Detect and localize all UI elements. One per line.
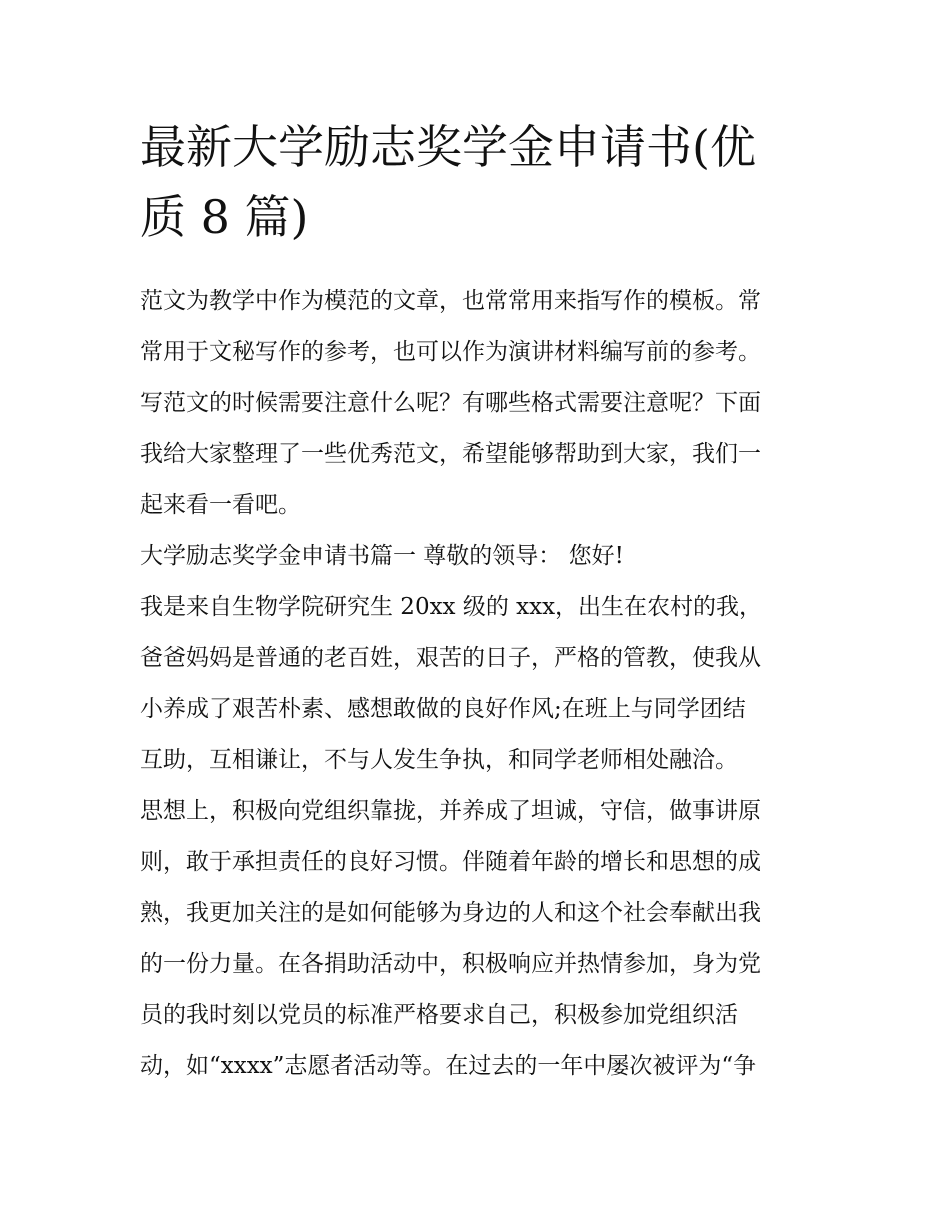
body-line: 我给大家整理了一些优秀范文，希望能够帮助到大家，我们一 — [140, 441, 761, 467]
body-line: 小养成了艰苦朴素、感想敢做的良好作风;在班上与同学团结 — [140, 696, 746, 722]
body-line: 常用于文秘写作的参考，也可以作为演讲材料编写前的参考。 — [140, 339, 761, 365]
body-line: 写范文的时候需要注意什么呢？有哪些格式需要注意呢？下面 — [140, 390, 761, 416]
body-line: 起来看一看吧。 — [140, 492, 301, 518]
section-heading-line: 大学励志奖学金申请书篇一 尊敬的领导： 您好! — [140, 543, 624, 569]
body-line: 员的我时刻以党员的标准严格要求自己，积极参加党组织活 — [140, 1002, 738, 1028]
body-line: 动，如“xxxx”志愿者活动等。在过去的一年中屡次被评为“争 — [140, 1053, 757, 1079]
body-line: 则，敢于承担责任的良好习惯。伴随着年龄的增长和思想的成 — [140, 849, 761, 875]
body-line: 互助，互相谦让，不与人发生争执，和同学老师相处融洽。 — [140, 747, 738, 773]
body-line: 我是来自生物学院研究生 20xx 级的 xxx，出生在农村的我， — [140, 594, 763, 620]
body-line: 熟，我更加关注的是如何能够为身边的人和这个社会奉献出我 — [140, 900, 761, 926]
body-line: 范文为教学中作为模范的文章，也常常用来指写作的模板。常 — [140, 288, 761, 314]
body-line: 的一份力量。在各捐助活动中，积极响应并热情参加，身为党 — [140, 951, 761, 977]
title-line: 质 8 篇) — [140, 190, 309, 244]
body-line: 爸爸妈妈是普通的老百姓，艰苦的日子，严格的管教，使我从 — [140, 645, 761, 671]
document-title — [140, 112, 820, 252]
body-line: 思想上，积极向党组织靠拢，并养成了坦诚，守信，做事讲原 — [140, 798, 761, 824]
title-line: 最新大学励志奖学金申请书(优 — [140, 120, 756, 174]
document-body — [140, 276, 830, 1092]
